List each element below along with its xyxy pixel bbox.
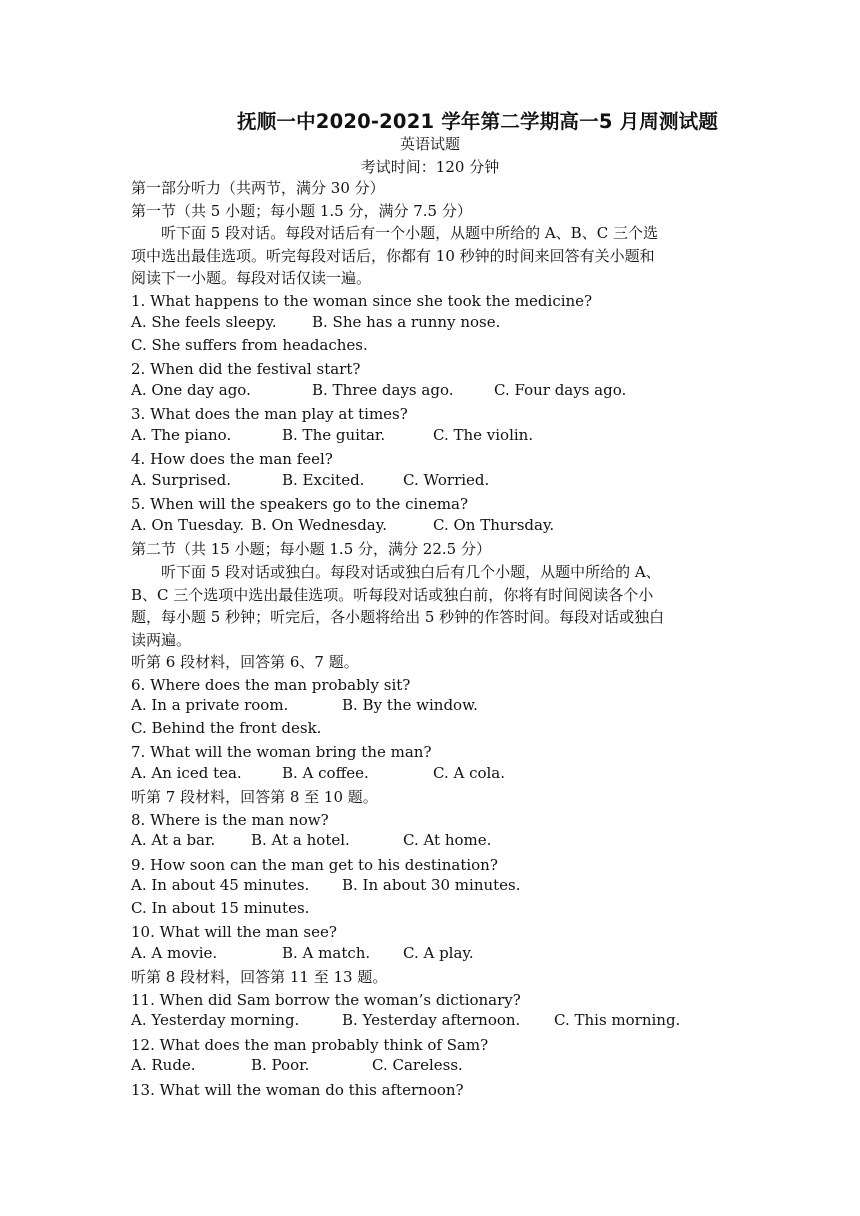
section1-instructions-line: 听下面 5 段对话。每段对话后有一个小题，从题中所给的 A、B、C 三个选 [161, 224, 658, 242]
question-stem: 10. What will the man see? [131, 923, 337, 941]
option-a: A. Yesterday morning. [131, 1011, 300, 1029]
question-stem: 4. How does the man feel? [131, 450, 333, 468]
option-b: B. A match. [282, 944, 371, 962]
section2-instructions-line: 听下面 5 段对话或独白。每段对话或独白后有几个小题，从题中所给的 A、 [161, 563, 661, 581]
option-b: B. A coffee. [282, 764, 369, 782]
material-note: 听第 7 段材料，回答第 8 至 10 题。 [131, 788, 378, 806]
option-c: C. At home. [403, 831, 492, 849]
option-c: C. Careless. [372, 1056, 463, 1074]
section1-heading: 第一节（共 5 小题；每小题 1.5 分，满分 7.5 分） [131, 202, 472, 220]
option-a: A. At a bar. [131, 831, 216, 849]
option-b: B. She has a runny nose. [312, 313, 501, 331]
material-note: 听第 8 段材料，回答第 11 至 13 题。 [131, 968, 388, 986]
option-a: A. She feels sleepy. [131, 313, 277, 331]
section2-heading: 第二节（共 15 小题；每小题 1.5 分，满分 22.5 分） [131, 540, 491, 558]
option-b: B. In about 30 minutes. [342, 876, 521, 894]
question-stem: 8. Where is the man now? [131, 811, 329, 829]
option-c: C. She suffers from headaches. [131, 336, 368, 354]
section2-instructions-line: 题，每小题 5 秒钟；听完后，各小题将给出 5 秒钟的作答时间。每段对话或独白 [131, 608, 665, 626]
option-a: A. The piano. [131, 426, 232, 444]
option-b: B. Excited. [282, 471, 365, 489]
option-c: C. This morning. [554, 1011, 681, 1029]
option-b: B. By the window. [342, 696, 478, 714]
part1-heading: 第一部分听力（共两节，满分 30 分） [131, 179, 385, 197]
option-a: A. One day ago. [131, 381, 251, 399]
question-stem: 5. When will the speakers go to the cinema? [131, 495, 469, 513]
option-c: C. On Thursday. [433, 516, 555, 534]
option-c: C. A play. [403, 944, 474, 962]
exam-time: 考试时间：120 分钟 [360, 158, 500, 176]
option-a: A. Surprised. [131, 471, 231, 489]
question-stem: 7. What will the woman bring the man? [131, 743, 432, 761]
option-a: A. In about 45 minutes. [131, 876, 310, 894]
option-a: A. Rude. [131, 1056, 196, 1074]
section2-instructions-line: B、C 三个选项中选出最佳选项。听每段对话或独白前，你将有时间阅读各个小 [131, 586, 654, 604]
option-a: A. An iced tea. [131, 764, 242, 782]
question-stem: 2. When did the festival start? [131, 360, 361, 378]
material-note: 听第 6 段材料，回答第 6、7 题。 [131, 653, 359, 671]
exam-subtitle: 英语试题 [399, 135, 460, 153]
option-b: B. At a hotel. [251, 831, 350, 849]
section2-instructions-line: 读两遍。 [131, 631, 192, 649]
section1-instructions-line: 项中选出最佳选项。听完每段对话后，你都有 10 秒钟的时间来回答有关小题和 [131, 247, 655, 265]
option-c: C. Behind the front desk. [131, 719, 322, 737]
option-a: A. On Tuesday. [131, 516, 245, 534]
question-stem: 1. What happens to the woman since she took the medicine? [131, 292, 593, 310]
question-stem: 12. What does the man probably think of Sam? [131, 1036, 489, 1054]
option-c: C. Worried. [403, 471, 490, 489]
option-b: B. Three days ago. [312, 381, 454, 399]
option-b: B. Poor. [251, 1056, 310, 1074]
question-stem: 11. When did Sam borrow the woman’s dictionary? [131, 991, 521, 1009]
option-c: C. The violin. [433, 426, 534, 444]
option-c: C. Four days ago. [494, 381, 627, 399]
section1-instructions-line: 阅读下一小题。每段对话仅读一遍。 [131, 269, 372, 287]
option-c: C. A cola. [433, 764, 506, 782]
exam-title: 抚顺一中2020-2021 学年第二学期高一5 月周测试题 [237, 110, 719, 133]
option-b: B. Yesterday afternoon. [342, 1011, 521, 1029]
question-stem: 13. What will the woman do this afternoon? [131, 1081, 464, 1099]
option-a: A. In a private room. [131, 696, 289, 714]
option-b: B. The guitar. [282, 426, 386, 444]
question-stem: 9. How soon can the man get to his destination? [131, 856, 498, 874]
question-stem: 6. Where does the man probably sit? [131, 676, 411, 694]
option-b: B. On Wednesday. [251, 516, 387, 534]
option-a: A. A movie. [131, 944, 218, 962]
question-stem: 3. What does the man play at times? [131, 405, 408, 423]
option-c: C. In about 15 minutes. [131, 899, 310, 917]
